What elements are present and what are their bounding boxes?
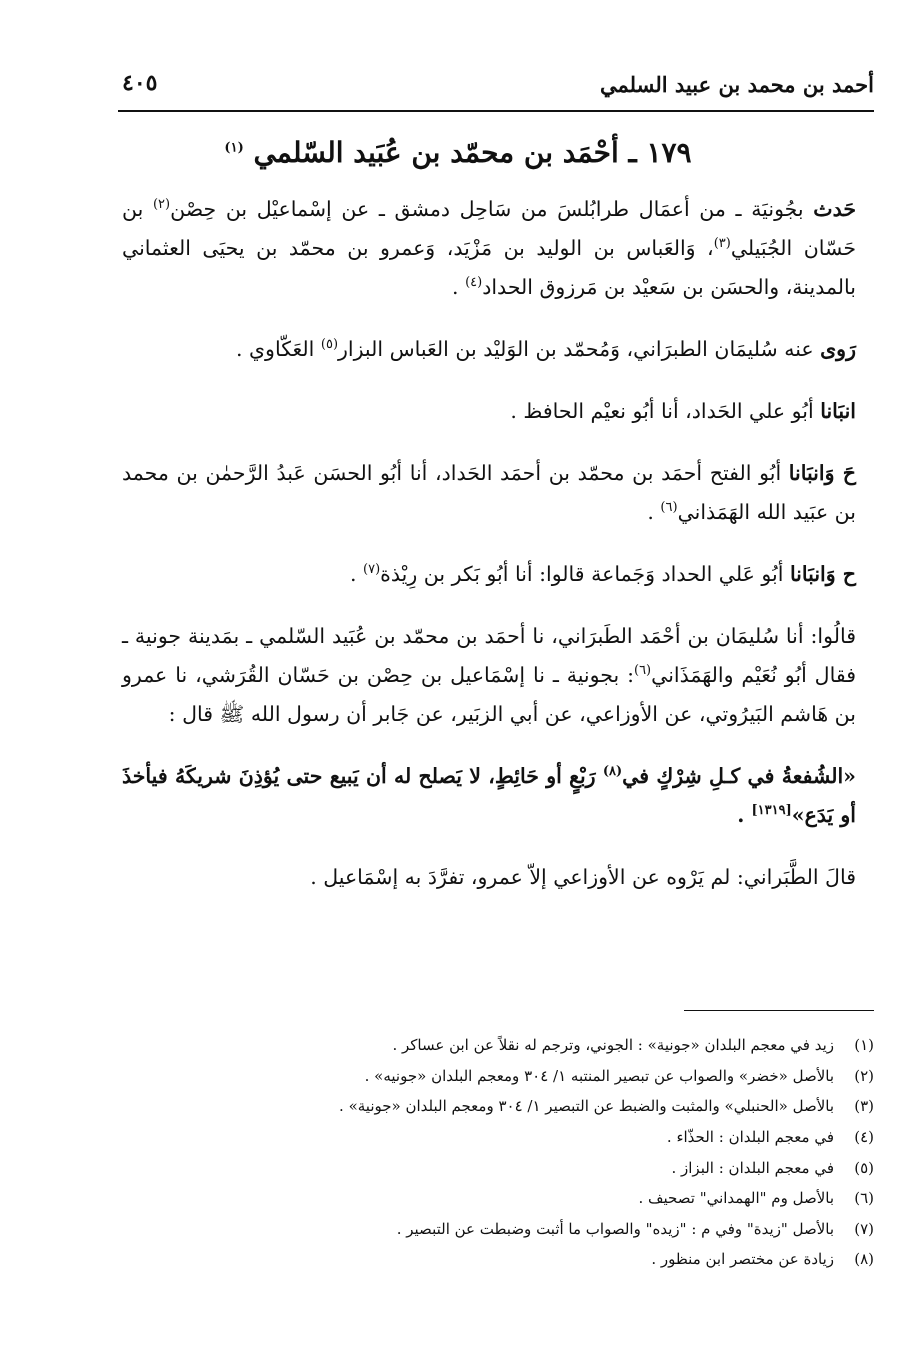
- footnote-text: زيادة عن مختصر ابن منظور .: [651, 1250, 834, 1269]
- paragraph: [122, 617, 856, 734]
- footnote-marker: (٦): [660, 500, 678, 516]
- paragraph: [122, 454, 856, 532]
- footnote-text: في معجم البلدان : الحذّاء .: [666, 1128, 834, 1147]
- text-segment: «الشُفعةُ في كـلِ شِرْكٍ في: [622, 764, 856, 788]
- footnote-number: (٣): [854, 1097, 874, 1116]
- paragraph: [122, 392, 856, 431]
- running-title: أحمد بن محمد بن عبيد السلمي: [600, 72, 874, 97]
- footnote-marker: [١٣١٩]: [751, 803, 792, 819]
- page-header: [118, 66, 874, 112]
- text-segment: .: [452, 275, 466, 299]
- footnote-marker: (٥): [320, 337, 339, 353]
- footnote-number: (٧): [854, 1219, 874, 1238]
- footnote-text: زيد في معجم البلدان «جونية» : الجوني، وترجم له نقلاً عن ابن عساكر .: [392, 1036, 834, 1055]
- text-segment: .: [349, 562, 363, 586]
- footnote: [200, 1122, 874, 1153]
- paragraph-lead-word: حَ وَانبَانا: [788, 461, 856, 485]
- entry-title-footnote-marker: (١): [224, 140, 244, 156]
- text-segment: رَبْعٍ أو حَائِطٍ، لا يَصلح له أن يَبيع حتى يُؤذِنَ شريكَهُ فيأخذَ أو يَدَع»: [122, 764, 856, 827]
- paragraph-lead-word: انبَانا: [820, 399, 856, 423]
- text-segment: أبُو علي الحَداد، أنا أبُو نعيْم الحافظ .: [510, 399, 821, 423]
- footnote: [200, 1244, 874, 1275]
- entry-title: [90, 136, 826, 169]
- text-segment: قالُوا: أنا سُليمَان بن أحْمَد الطَبرَاني، نا أحمَد بن محمّد بن عُبَيد السّلمي ـ بمَدينة جونية ـ فقال أبُو نُعَيْم والهَمَذَاني: [122, 624, 856, 687]
- footnote-marker: (٧): [363, 562, 381, 578]
- text-segment: بجُونيَة ـ من أعمَال طرابُلسَ من سَاحِل دمشق ـ عن إسْماعيْل بن حِصْن: [170, 197, 814, 221]
- paragraph: [122, 757, 856, 835]
- paragraph: [122, 330, 856, 369]
- footnote-marker: (٨): [602, 764, 623, 780]
- paragraph-lead-word: رَوى: [820, 337, 856, 361]
- text-segment: أبُو الفتح أحمَد بن محمّد بن أحمَد الحَداد، أنا أبُو الحسَن عَبدُ الرَّحمٰن بن محمد بن عبَيد الله الهَمَذاني: [122, 461, 856, 524]
- footnote-text: بالأصل «الحنبلي» والمثبت والضبط عن التبصير ١/ ٣٠٤ ومعجم البلدان «جونية» .: [339, 1097, 834, 1116]
- footnote-number: (٦): [854, 1189, 874, 1208]
- text-segment: العَكّاوي .: [235, 337, 321, 361]
- footnote: [200, 1061, 874, 1092]
- footnotes: [200, 1030, 874, 1275]
- footnote-number: (٨): [854, 1250, 874, 1269]
- paragraph: [122, 190, 856, 307]
- paragraph: [122, 858, 856, 897]
- text-segment: .: [737, 803, 752, 827]
- footnote-number: (١): [854, 1036, 874, 1055]
- text-segment: عنه سُليمَان الطبرَاني، وَمُحمّد بن الوَليْد بن العَباس البزار: [338, 337, 821, 361]
- text-segment: قالَ الطَّبَراني: لم يَرْوه عن الأوزاعي إلاّ عمرو، تفرَّدَ به إسْمَاعيل .: [310, 865, 856, 889]
- footnote: [200, 1214, 874, 1245]
- footnote-number: (٢): [854, 1066, 874, 1085]
- text-segment: ، وَالعَباس بن الوليد بن مَزْيَد، وَعمرو بن محمّد بن يحيَى العثماني بالمدينة، والحسَن بن سَعيْد بن مَرزوق الحداد: [122, 236, 856, 299]
- footnote-number: (٥): [854, 1158, 874, 1177]
- footnote-separator: [684, 1010, 874, 1011]
- text-segment: : بجونية ـ نا إسْمَاعيل بن حِصْن بن حَسّان القُرَشي، نا عمرو بن هَاشم البَيرُوتي، عن الأوزاعي، عن أبي الزبَير، عن جَابر أن رسول الله ﷺ قال :: [122, 663, 856, 726]
- footnote-text: بالأصل «خضر» والصواب عن تبصير المنتبه ١/ ٣٠٤ ومعجم البلدان «جونيه» .: [364, 1066, 834, 1085]
- footnote: [200, 1152, 874, 1183]
- text-segment: .: [647, 500, 661, 524]
- footnote-marker: (٤): [465, 275, 483, 291]
- entry-title-text: ١٧٩ ـ أحْمَد بن محمّد بن عُبَيد السّلمي: [253, 136, 692, 169]
- footnote-marker: (٦): [633, 663, 652, 679]
- paragraph-lead-word: حَدث: [813, 197, 856, 221]
- footnote-text: في معجم البلدان : البزاز .: [671, 1158, 834, 1177]
- paragraph: [122, 555, 856, 594]
- text-segment: بن حَسّان الجُبَيلي: [122, 197, 856, 260]
- footnote: [200, 1030, 874, 1061]
- footnote-marker: (٣): [713, 236, 731, 252]
- page-number: ٤٠٥: [122, 70, 158, 96]
- body-text: [122, 190, 856, 920]
- text-segment: أبُو عَلي الحداد وَجَماعة قالوا: أنا أبُو بَكر بن رِيْذة: [380, 562, 790, 586]
- footnote: [200, 1183, 874, 1214]
- footnote-marker: (٢): [152, 197, 171, 213]
- footnote-text: بالأصل وم "الهمداني" تصحيف .: [638, 1189, 834, 1208]
- paragraph-lead-word: ح وَانبَانا: [789, 562, 856, 586]
- footnote-text: بالأصل "زيدة" وفي م : "زيده" والصواب ما أثبت وضبطت عن التبصير .: [396, 1219, 834, 1238]
- footnote-number: (٤): [854, 1128, 874, 1147]
- footnote: [200, 1091, 874, 1122]
